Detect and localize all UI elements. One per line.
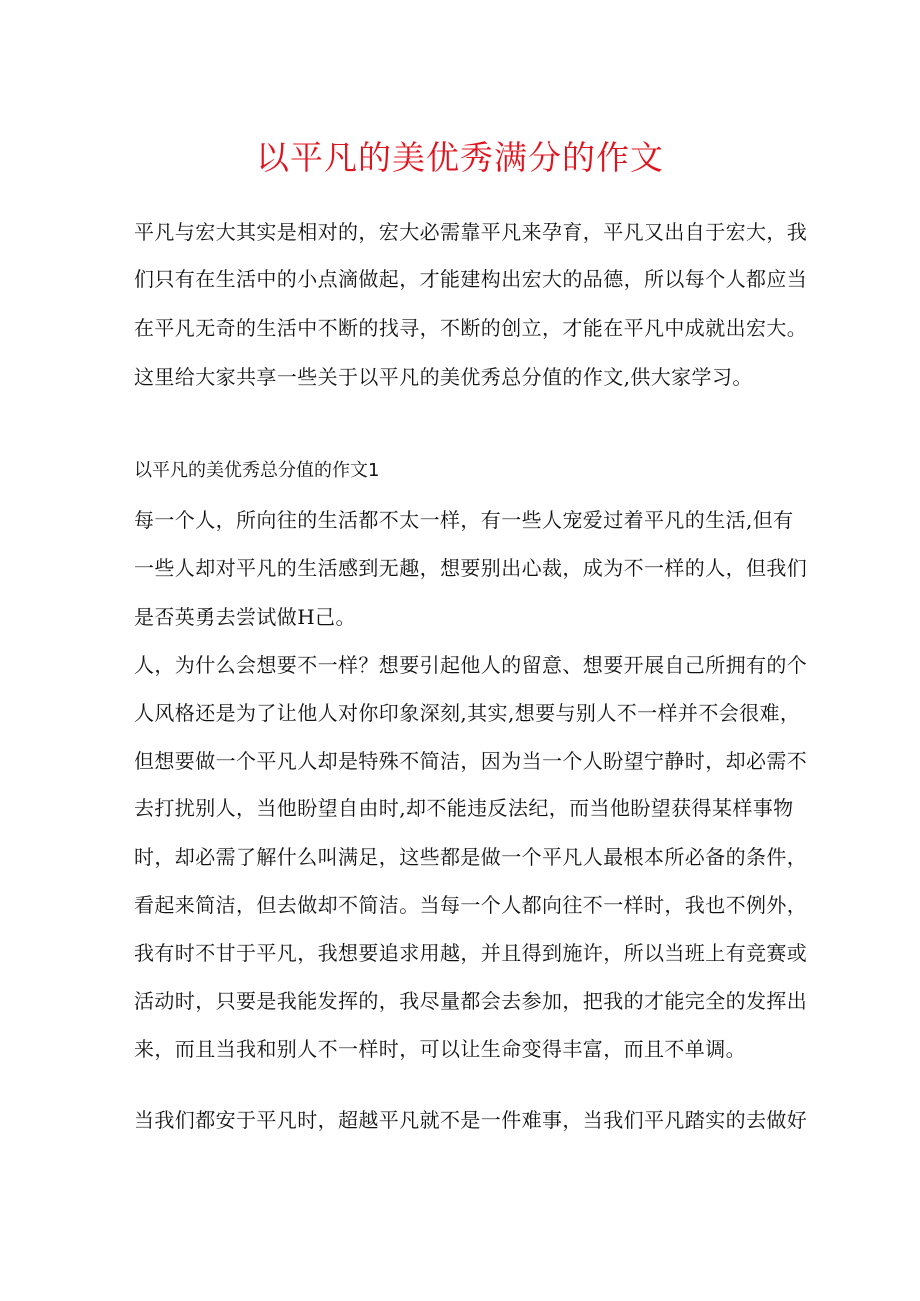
para2-line-4: 去打扰别人，当他盼望自由时,却不能违反法纪，而当他盼望获得某样事物	[134, 796, 794, 820]
section-heading: 以平凡的美优秀总分值的作文1	[134, 460, 380, 481]
intro-line-3: 在平凡无奇的生活中不断的找寻，不断的创立，才能在平凡中成就出宏大。	[134, 316, 808, 340]
para1-line-1: 每一个人，所向往的生活都不太一样，有一些人宠爱过着平凡的生活,但有	[134, 508, 794, 532]
para2-line-6: 看起来简洁，但去做却不简洁。当每一个人都向往不一样时，我也不例外，	[134, 893, 808, 917]
para2-line-7: 我有时不甘于平凡，我想要追求用越，并且得到施许，所以当班上有竞赛或	[134, 941, 808, 965]
para2-line-2: 人风格还是为了让他人对你印象深刻,其实,想要与别人不一样并不会很难，	[134, 701, 801, 725]
para2-line-3: 但想要做一个平凡人却是特殊不简洁，因为当一个人盼望宁静时，却必需不	[134, 749, 808, 773]
para2-line-5: 时，却必需了解什么叫满足，这些都是做一个平凡人最根本所必备的条件，	[134, 845, 808, 869]
document-title: 以平凡的美优秀满分的作文	[256, 138, 664, 177]
para2-line-9: 来，而且当我和别人不一样时，可以让生命变得丰富，而且不单调。	[134, 1037, 746, 1061]
para1-line-2: 一些人却对平凡的生活感到无趣，想要别出心裁，成为不一样的人，但我们	[134, 556, 808, 580]
para2-line-8: 活动时，只要是我能发挥的，我尽量都会去参加，把我的才能完全的发挥出	[134, 989, 808, 1013]
intro-line-1: 平凡与宏大其实是相对的，宏大必需靠平凡来孕育，平凡又出自于宏大，我	[134, 220, 808, 244]
intro-line-4: 这里给大家共享一些关于以平凡的美优秀总分值的作文,供大家学习。	[134, 365, 753, 389]
para2-line-1: 人，为什么会想要不一样？想要引起他人的留意、想要开展自己所拥有的个	[134, 653, 808, 677]
para3-line-1: 当我们都安于平凡时，超越平凡就不是一件难事，当我们平凡踏实的去做好	[134, 1108, 808, 1132]
para1-line-3: 是否英勇去尝试做H己。	[134, 605, 356, 629]
intro-line-2: 们只有在生活中的小点滴做起，才能建构出宏大的品德，所以每个人都应当	[134, 267, 808, 291]
